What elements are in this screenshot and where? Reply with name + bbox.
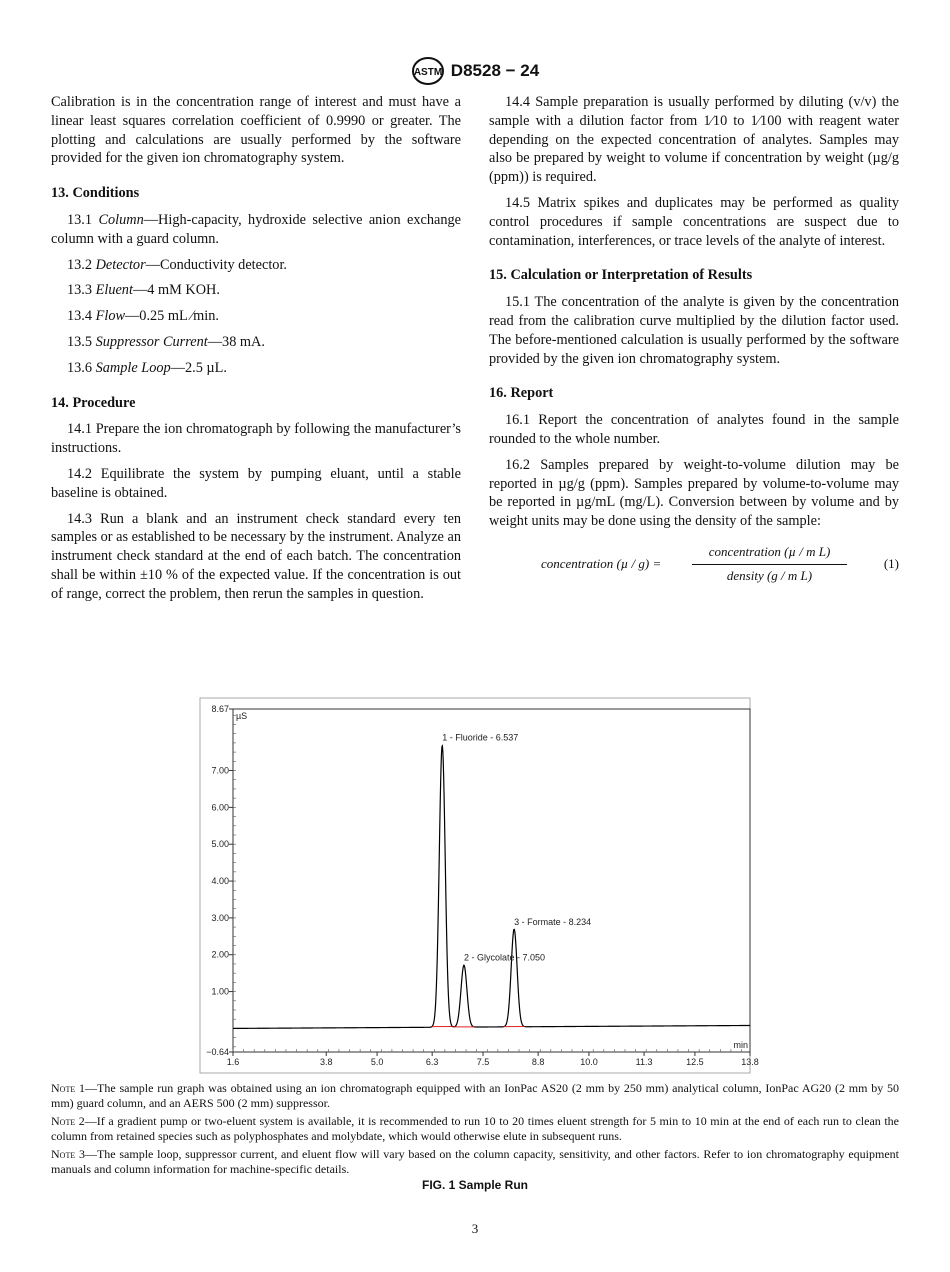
y-tick-label: 4.00 bbox=[211, 876, 229, 887]
x-tick-label: 1.6 bbox=[226, 1057, 240, 1067]
page-header bbox=[0, 56, 950, 86]
y-tick-label: 5.00 bbox=[211, 839, 229, 850]
section-16-2: 16.2 Samples prepared by weight-to-volume dilution may be reported in µg/g (ppm). Samples prepared by volume-to-volume may be reported in µg/mL (mg/L). Conversion between by volume and by weight units may be done using the density of the sample: bbox=[489, 456, 899, 530]
x-tick-label: 5.0 bbox=[370, 1057, 384, 1067]
peak-label-1: 1 - Fluoride - 6.537 bbox=[442, 732, 519, 743]
section-15-1: 15.1 The concentration of the analyte is given by the concentration read from the calibration curve multiplied by the dilution factor used. The before-mentioned calculation is usually performed by the software provided by the given ion chromatography system. bbox=[489, 294, 899, 367]
x-tick-label: 6.3 bbox=[425, 1057, 439, 1067]
chromatogram-chart bbox=[190, 693, 760, 1078]
y-tick-label: 7.00 bbox=[211, 765, 229, 776]
section-14-4: 14.4 Sample preparation is usually performed by diluting (v/v) the sample with a dilution factor from 1⁄10 to 1⁄100 with reagent water depending on the expected concentration of analytes. Samples may also be prepared by weight to volume if concentration by weight (µg/g (ppm)) is required. bbox=[489, 94, 899, 186]
x-tick-label: 7.5 bbox=[476, 1057, 490, 1067]
x-tick-label: 12.5 bbox=[686, 1057, 704, 1067]
peak-label-3: 3 - Formate - 8.234 bbox=[514, 916, 592, 927]
figure-caption: FIG. 1 Sample Run bbox=[421, 1178, 529, 1192]
section-14-title: 14. Procedure bbox=[51, 394, 136, 411]
equation-1 bbox=[489, 543, 899, 583]
equation-number: (1) bbox=[883, 555, 899, 571]
y-tick-label: 2.00 bbox=[211, 949, 229, 960]
right-column bbox=[489, 93, 899, 583]
x-axis-unit: min bbox=[733, 1040, 748, 1050]
note-2: Note 2—If a gradient pump or two-eluent system is available, it is recommended to run 10 to 20 times eluent strength for 5 min to 10 min at the end of each run to clean the column from retained species such as polyphosphates and molybdate, which would otherwise elute in subsequent runs. bbox=[51, 1114, 900, 1143]
section-14-2: 14.2 Equilibrate the system by pumping eluant, until a stable baseline is obtained. bbox=[51, 465, 461, 501]
section-13-1: 13.1 Column—High-capacity, hydroxide selective anion exchange column with a guard column. bbox=[51, 211, 461, 247]
section-13-3: 13.3 Eluent—4 mM KOH. bbox=[67, 282, 220, 299]
y-tick-label: 8.67 bbox=[211, 704, 229, 714]
section-13-5: 13.5 Suppressor Current—38 mA. bbox=[67, 333, 265, 350]
chart-frame bbox=[200, 698, 750, 1073]
figure-notes bbox=[51, 1081, 899, 1180]
equation-denominator: density (g / m L) bbox=[726, 567, 813, 583]
section-14-1: 14.1 Prepare the ion chromatograph by following the manufacturer’s instructions. bbox=[51, 421, 461, 457]
page-number: 3 bbox=[471, 1221, 479, 1236]
equation-fraction bbox=[692, 543, 847, 586]
intro-paragraph: Calibration is in the concentration range of interest and must have a linear least squares correlation coefficient of 0.9990 or greater. The plotting and calculations are usually performed by the software provided for the given ion chromatography system. bbox=[51, 94, 461, 167]
section-13-title: 13. Conditions bbox=[51, 185, 140, 202]
section-16-1: 16.1 Report the concentration of analytes found in the sample rounded to the whole number. bbox=[489, 412, 899, 447]
x-tick-label: 11.3 bbox=[635, 1057, 653, 1067]
peak-label-2: 2 - Glycolate - 7.050 bbox=[463, 952, 546, 963]
equation-numerator: concentration (µ / m L) bbox=[692, 543, 847, 565]
section-16-title: 16. Report bbox=[489, 385, 554, 402]
section-14-3: 14.3 Run a blank and an instrument check standard every ten samples or as established to be necessary by the instrument. Analyze an instrument check standard at the end of each batch. The concentration shall be within ±10 % of the expected value. If the concentration is out of range, correct the problem, then rerun the samples in question. bbox=[51, 510, 461, 602]
section-14-5: 14.5 Matrix spikes and duplicates may be performed as quality control procedures if sample concentrations are suspect due to contamination, interferences, or trace levels of the analyte of interest. bbox=[489, 194, 899, 249]
y-axis-unit: µS bbox=[236, 711, 248, 721]
x-tick-label: 10.0 bbox=[580, 1057, 598, 1067]
section-13-2: 13.2 Detector—Conductivity detector. bbox=[67, 256, 287, 273]
note-1: Note 1—The sample run graph was obtained using an ion chromatograph equipped with an IonPac AS20 (2 mm by 250 mm) analytical column, IonPac AG20 (2 mm by 50 mm) guard column, and an AERS 500 (2 mm) suppressor. bbox=[51, 1081, 900, 1110]
logo-text: ASTM bbox=[413, 67, 442, 78]
x-tick-label: 3.8 bbox=[319, 1057, 333, 1067]
note-3: Note 3—The sample loop, suppressor current, and eluent flow will vary based on the column capacity, sensitivity, and other factors. Refer to ion chromatography equipment manuals and column information for machine-specific details. bbox=[51, 1147, 900, 1176]
left-column bbox=[51, 93, 461, 611]
x-tick-label: 13.8 bbox=[741, 1057, 759, 1067]
standard-designation: D8528 − 24 bbox=[450, 61, 540, 80]
x-tick-label: 8.8 bbox=[531, 1057, 545, 1067]
y-tick-label: 6.00 bbox=[211, 802, 229, 813]
astm-logo-icon bbox=[411, 56, 445, 86]
section-13-4: 13.4 Flow—0.25 mL ⁄min. bbox=[67, 308, 219, 325]
y-tick-label: 1.00 bbox=[211, 986, 229, 997]
equation-lhs: concentration (µ / g) = bbox=[541, 555, 662, 571]
section-13-6: 13.6 Sample Loop—2.5 µL. bbox=[67, 359, 227, 376]
y-tick-label: 3.00 bbox=[211, 912, 229, 923]
y-tick-label: −0.64 bbox=[206, 1047, 229, 1057]
section-15-title: 15. Calculation or Interpretation of Results bbox=[489, 267, 753, 284]
